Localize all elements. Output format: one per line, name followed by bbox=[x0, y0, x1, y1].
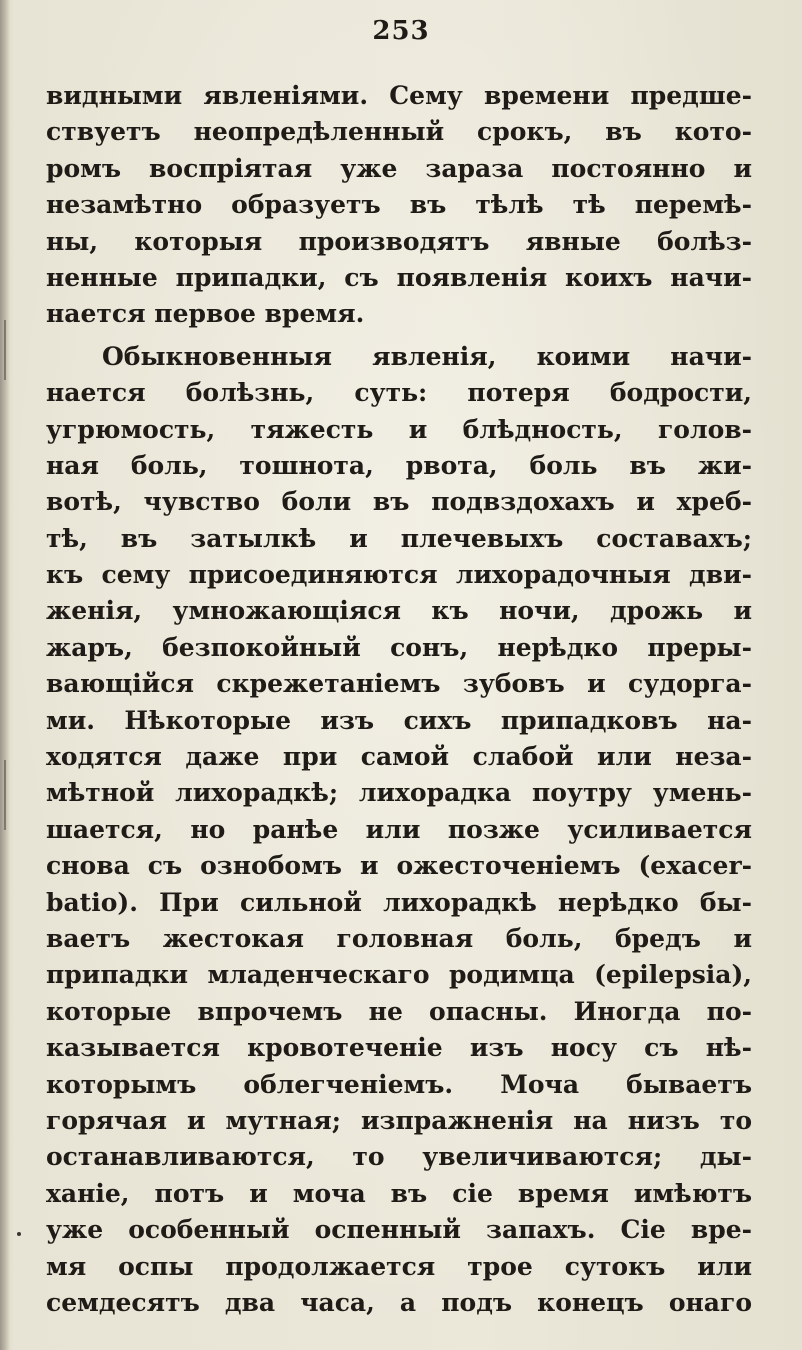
text-line: мя оспы продолжается трое сутокъ или bbox=[46, 1251, 752, 1281]
text-line: жаръ, безпокойный сонъ, нерѣдко преры- bbox=[46, 632, 752, 662]
text-line: шается, но ранѣе или позже усиливается bbox=[46, 814, 752, 844]
text-line: угрюмость, тяжесть и блѣдность, голов- bbox=[46, 414, 752, 444]
text-line: казывается кровотеченіе изъ носу съ нѣ- bbox=[46, 1033, 752, 1063]
text-line: ваетъ жестокая головная боль, бредъ и bbox=[46, 923, 752, 953]
text-line: ная боль, тошнота, рвота, боль въ жи- bbox=[46, 450, 752, 480]
text-line: видными явленіями. Сему времени предше- bbox=[46, 81, 752, 110]
margin-dot bbox=[17, 1232, 21, 1236]
text-line: вающійся скрежетаніемъ зубовъ и судорга- bbox=[46, 669, 752, 699]
text-line: тѣ, въ затылкѣ и плечевыхъ составахъ; bbox=[46, 523, 752, 553]
text-line: вотѣ, чувство боли въ подвздохахъ и хреб- bbox=[46, 487, 752, 517]
text-line: мѣтной лихорадкѣ; лихорадка поутру умень- bbox=[46, 778, 752, 808]
text-line: нается болѣзнь, суть: потеря бодрости, bbox=[46, 378, 752, 408]
page-number: 253 bbox=[372, 16, 430, 46]
text-line: останавливаются, то увеличиваются; ды- bbox=[46, 1142, 752, 1172]
paragraph-2 bbox=[46, 339, 752, 1322]
paragraph-1 bbox=[46, 78, 752, 333]
text-line: ми. Нѣкоторые изъ сихъ припадковъ на- bbox=[46, 705, 752, 735]
text-line: которые впрочемъ не опасны. Иногда по- bbox=[46, 996, 752, 1026]
text-line: ромъ воспріятая уже зараза постоянно и bbox=[46, 153, 752, 183]
text-line: припадки младенческаго родимца (epilepsia), bbox=[46, 960, 752, 990]
text-line: семдесятъ два часа, а подъ конецъ онаго bbox=[46, 1287, 752, 1317]
text-line: ненные припадки, съ появленія коихъ начи- bbox=[46, 262, 752, 292]
text-line: женія, умножающіяся къ ночи, дрожь и bbox=[46, 596, 752, 626]
text-line: ны, которыя производятъ явные болѣз- bbox=[46, 226, 752, 256]
text-line: къ сему присоединяются лихорадочныя дви- bbox=[46, 560, 752, 590]
text-line: ствуетъ неопредѣленный срокъ, въ кото- bbox=[46, 117, 752, 147]
text-line: ханіе, потъ и моча въ сіе время имѣютъ bbox=[46, 1178, 752, 1208]
margin-mark bbox=[4, 760, 6, 830]
text-line: горячая и мутная; изпражненія на низъ то bbox=[46, 1105, 752, 1135]
margin-mark bbox=[4, 320, 6, 380]
text-line: которымъ облегченіемъ. Моча бываетъ bbox=[46, 1069, 752, 1099]
text-line: нается первое время. bbox=[46, 299, 365, 329]
text-line: batio). При сильной лихорадкѣ нерѣдко бы- bbox=[46, 887, 752, 917]
text-line: Обыкновенныя явленія, коими начи- bbox=[102, 341, 752, 371]
text-line: незамѣтно образуетъ въ тѣлѣ тѣ перемѣ- bbox=[46, 190, 752, 220]
body-text bbox=[46, 78, 752, 1321]
text-line: снова съ ознобомъ и ожесточеніемъ (exacer- bbox=[46, 851, 752, 881]
text-line: уже особенный оспенный запахъ. Сіе вре- bbox=[46, 1215, 752, 1245]
text-line: ходятся даже при самой слабой или неза- bbox=[46, 742, 752, 772]
page-gutter-shadow bbox=[0, 0, 10, 1350]
